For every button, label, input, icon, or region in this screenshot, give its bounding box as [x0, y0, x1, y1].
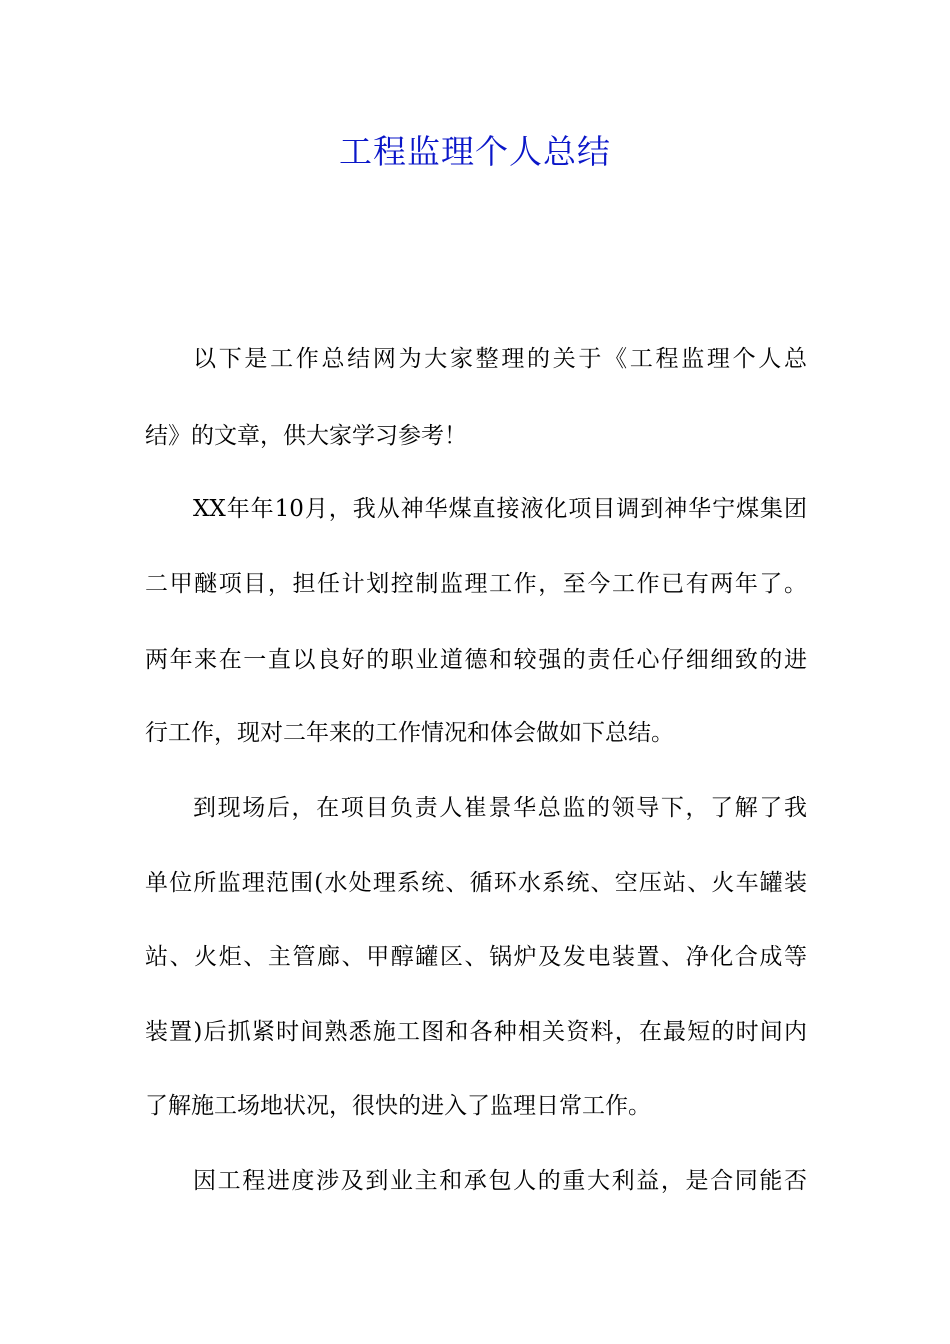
paragraph-4-line-1: 因工程进度涉及到业主和承包人的重大利益，是合同能否: [193, 1168, 807, 1194]
paragraph-3-line-4: 装置)后抓紧时间熟悉施工图和各种相关资料，在最短的时间内: [145, 1019, 807, 1045]
paragraph-2-line-1: XX年年10月，我从神华煤直接液化项目调到神华宁煤集团: [193, 496, 807, 522]
paragraph-3-line-3: 站、火炬、主管廊、甲醇罐区、锅炉及发电装置、净化合成等: [145, 944, 807, 970]
paragraph-3-line-1: 到现场后，在项目负责人崔景华总监的领导下，了解了我: [193, 795, 807, 821]
paragraph-1-line-2: 结》的文章，供大家学习参考！: [145, 423, 467, 449]
paragraph-1-line-1: 以下是工作总结网为大家整理的关于《工程监理个人总: [193, 346, 807, 372]
paragraph-2-line-4: 行工作，现对二年来的工作情况和体会做如下总结。: [145, 720, 674, 746]
paragraph-3-line-2: 单位所监理范围(水处理系统、循环水系统、空压站、火车罐装: [145, 870, 807, 896]
paragraph-3-line-5: 了解施工场地状况，很快的进入了监理日常工作。: [145, 1093, 651, 1119]
paragraph-2-line-2: 二甲醚项目，担任计划控制监理工作，至今工作已有两年了。: [145, 571, 807, 597]
paragraph-2-line-3: 两年来在一直以良好的职业道德和较强的责任心仔细细致的进: [145, 647, 807, 673]
document-title: 工程监理个人总结: [339, 132, 611, 171]
